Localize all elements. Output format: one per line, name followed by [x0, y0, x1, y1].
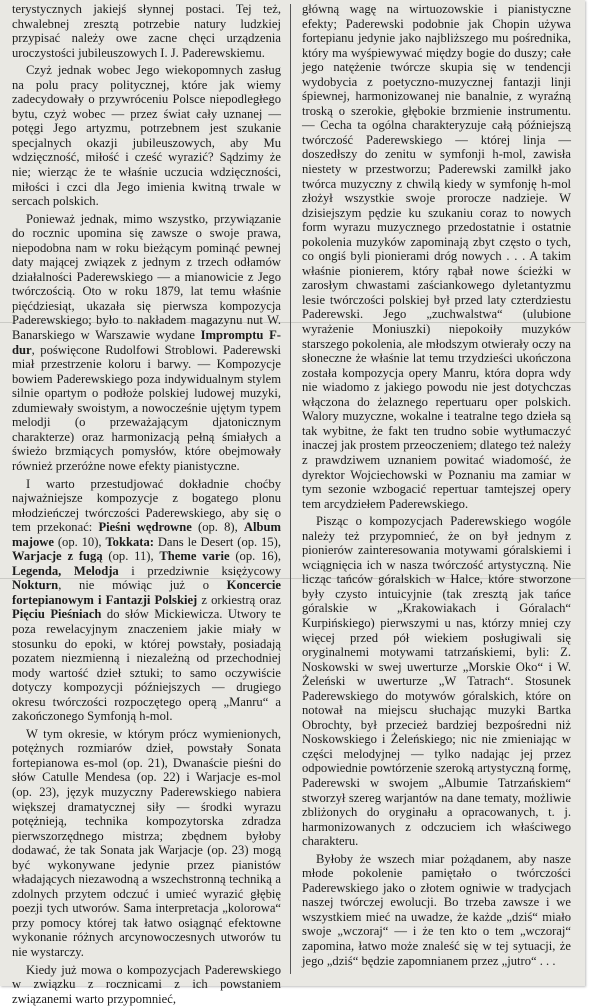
bold-title: Album majowe	[12, 520, 281, 549]
column-divider	[290, 4, 291, 974]
text-run: Dans le Desert (op. 15),	[153, 534, 281, 549]
bold-title: Nokturn	[12, 578, 59, 593]
paragraph	[12, 963, 281, 1006]
text-run: do słów Mickiewicza. Utwory te poza rewelacyjnym znaczeniem jakie miały w stosunku do epoki, w której powstały, posiadają pozatem niezmienną i niezależną od przechodniej mody wartość dzieł sztuki; to samo oczywiście dotyczy kompozycji późniejszych — drugiego okresu twórczości rozpoczętego operą „Manru“ a zakończonego Symfonją h-mol.	[12, 607, 281, 724]
bold-title: Warjacje z fugą	[12, 549, 103, 564]
text-run: W tym okresie, w którym prócz wymienionych, potężnych rozmiarów dzieł, powstały Sonata fortepianowa es-mol (op. 21), Dwanaście pieśni do słów Catulle Mendesa (op. 22) i Warjacje es-mol (op. 23), język muzyczny Paderewskiego nabiera większej dramatycznej siły — środki wyrazu potężnieją, technika kompozytorska zdradza pierwszorzędnego mistrza; zbędnem byłoby dodawać, że tak Sonata jak Warjacje (op. 23) mogą być wykonywane jedynie przez pianistów władających niezawodną a wszechstronną techniką a zdolnych przytem odczuć i umieć wyrazić głębię poezji tych utworów. Sama interpretacja „kolorowa“ przy pomocy której tak łatwo osiągnąć efektowne wykonanie różnych arcynowoczesnych utworów tu nie wystarczy.	[12, 726, 281, 959]
bold-title: Koncercie fortepianowym i Fantazji Polskiej	[12, 578, 281, 607]
paragraph	[12, 727, 281, 960]
bold-title: Legenda, Melodja	[12, 563, 119, 578]
bold-title: Tokkata:	[105, 534, 154, 549]
paragraph	[302, 852, 571, 968]
text-run: (op. 11),	[102, 549, 160, 564]
paragraph	[12, 2, 281, 60]
bold-title: Pieśni wędrowne	[98, 520, 192, 535]
text-run: (op. 10),	[53, 534, 106, 549]
paragraph	[302, 2, 571, 511]
paragraph	[12, 63, 281, 208]
text-run: Pisząc o kompozycjach Paderewskiego wogóle należy też przypomnieć, że on był jednym z pionierów zainteresowania motywami góralskiemi i wciągnięcia ich w nasza twórczość artystyczną. Nie licząc tańców góralskich w Halce, które stworzone były czysto intuicyjnie (tak zresztą jak tańce góralskie w „Krakowiakach i Góralach“ Kurpińskiego) pierwszymi u nas, którzy mniej czy więcej przed pół wiekiem posługiwali się oryginalnemi motywami tatrzańskiemi, byli: Z. Noskowski w swej uwerturze „Morskie Oko“ i W. Żeleński w uwerturze „W Tatrach“. Stosunek Paderewskiego do motywów góralskich, które on notował na miejscu słuchając muzyki Bartka Obrochty, był przecież bardziej bezpośredni niż Noskowskiego i Żeleńskiego; nic nie zmieniając w części melodyjnej — tylko nadając jej przez odpowiednie powtórzenie szeroką artystyczną formę, Paderewski w swojem „Albumie Tatrzańskiem“ stworzył szereg warjantów na dane tematy, możliwie zbliżonych do oryginału a opracowanych, t. j. harmonizowanych z odczuciem ich właściwego charakteru.	[302, 514, 571, 849]
bold-title: Impromptu F-dur	[12, 328, 281, 357]
right-column	[302, 2, 571, 977]
bold-title: Pięciu Pieśniach	[12, 607, 102, 622]
paragraph	[12, 477, 281, 724]
text-run: (op. 8),	[191, 520, 244, 535]
text-run: główną wagę na wirtuozowskie i pianistyczne efekty; Paderewski podobnie jak Chopin używa fortepianu jedynie jako najbliższego mu pośrednika, który ma wyśpiewywać między bogie do duszy; całe jego natężenie twórcze skupia się w tendencji wydobycia z poetyczno-muzycznej fantazji linji śpiewnej, harmonizowanej nie banalnie, z wyraźną troską o szerokie, głębokie brzmienie instrumentu. — Cecha ta ogólna charakteryzuje całą późniejszą twórczość Paderewskiego — której linja — doszedłszy do zenitu w symfonji h-mol, zawisła niestety w przestworzu; Paderewski zamilkł jako twórca muzyczny z chwilą kiedy w symfonję h-mol złożył wszystkie swoje prorocze nadzieje. W dzisiejszym pędzie ku szukaniu coraz to nowych form wyrazu muzycznego przedostatnie i ostatnie pokolenia muzyków zapominają zbyt często o tych, co ongiś byli pionierami dróg nowych . . . A takim właśnie pionierem, który rąbał nowe ścieżki w zarosłym chwastami zaściankowego dyletantyzmu lesie twórczości polskiej był przed laty czterdziestu Paderewski. Jego „zuchwalstwa“ (ulubione wyrażenie Moniuszki) niepokoiły muzyków starszego pokolenia, ale młodszym otwierały oczy na słoneczne że właśnie lat temu trzydzieści ukończona została kompozycja opery Manru, która dopra wdy nie wiadomo z jakiego powodu nie jest dotychczas włączona do żelaznego repertuaru oper polskich. Walory muzyczne, wokalne i teatralne tego dzieła są tak wybitne, że fakt ten trudno sobie wytłumaczyć inaczej jak prostem przeoczeniem; dlatego też należy z prawdziwem uznaniem powitać wiadomość, że dyrektor Wojciechowski w Poznaniu ma zamiar w tym sezonie wzbogacić repertuar tamtejszej opery tem arcydziełem Paderewskiego.	[302, 2, 571, 511]
paragraph	[302, 514, 571, 849]
text-run: i przedziwnie księżycowy	[118, 563, 281, 578]
text-run: terystycznych jakiejś słynnej postaci. Tej też, chwalebnej zresztą potrzebie natury ludzkiej przypisać należy owe zacne chęci urządzenia uroczystości jubileuszowych I. J. Paderewskiemu.	[12, 2, 281, 60]
text-run: Ponieważ jednak, mimo wszystko, przywiązanie do rocznic upomina się zawsze o swoje prawa, niepodobna nam w roku bieżącym pominąć pewnej daty mającej związek z jednym z trzech odłamów działalności Paderewskiego — a mianowicie z Jego twórczością. Oto w roku 1879, lat temu właśnie pięćdziesiąt, ukazała się pierwsza kompozycja Paderewskiego; było to nakładem magazynu nut W. Banarskiego w Warszawie wydane	[12, 211, 281, 343]
text-run: , poświęcone Rudolfowi Stroblowi. Paderewski miał przestrzenie koloru i barwy. — Kompozycje bowiem Paderewskiego poza indywidualnym stylem silnie opartym o podłoże polskiej ludowej muzyki, zdumiewały swoistym, a nowocześnie ujętym typem melodji (o przeważającym djatonicznym charakterze) oraz harmonizacją pełną śmiałych a świeżo brzmiących pomysłów, które obejmowały również przeróżne nowe efekty pianistyczne.	[12, 342, 281, 473]
text-run: Czyż jednak wobec Jego wiekopomnych zasług na polu pracy politycznej, które jak wiemy zadecydowały o przywróceniu Polsce niepodległego bytu, czyż wobec — przez świat cały uznanej — potęgi Jego artyzmu, potrzebnem jest szukanie specjalnych okazji jubileuszowych, aby Mu wdzięczność, miłość i cześć wyrazić? Sądzimy że nie; wierząc że te właśnie uczucia wdzięczności, miłości i czci dla Jego imienia kwitną trwale w sercach polskich.	[12, 63, 281, 209]
text-run: z orkiestrą oraz	[197, 592, 281, 607]
text-run: Kiedy już mowa o kompozycjach Paderewskiego w związku z rocznicami z ich powstaniem związanemi warto przypomnieć,	[12, 962, 281, 1006]
text-run: , nie mówiąc już o	[58, 578, 227, 593]
text-run: I warto przestudjować dokładnie choćby najważniejsze kompozycje z bogatego plonu młodzieńczej twórczości Paderewskiego, aby się o tem przekonać:	[12, 476, 281, 535]
left-column	[12, 2, 282, 1006]
bold-title: Theme varie	[159, 549, 230, 564]
text-run: (op. 16),	[229, 549, 282, 564]
text-run: Byłoby że wszech miar pożądanem, aby nasze młode pokolenie pamiętało o twórczości Paderewskiego jako o złotem ogniwie w tradycjach naszej twórczej ewolucji. Bo trzeba zawsze i we wszystkiem mieć na uwadze, że każde „dziś“ miało swoje „wczoraj“ — i że ten kto o tem „wczoraj“ zapomina, łatwo może znaleść się w tej sytuacji, że jego „dziś“ będzie zapomnianem przez „jutro“ . . .	[302, 851, 571, 968]
paragraph	[12, 212, 281, 474]
